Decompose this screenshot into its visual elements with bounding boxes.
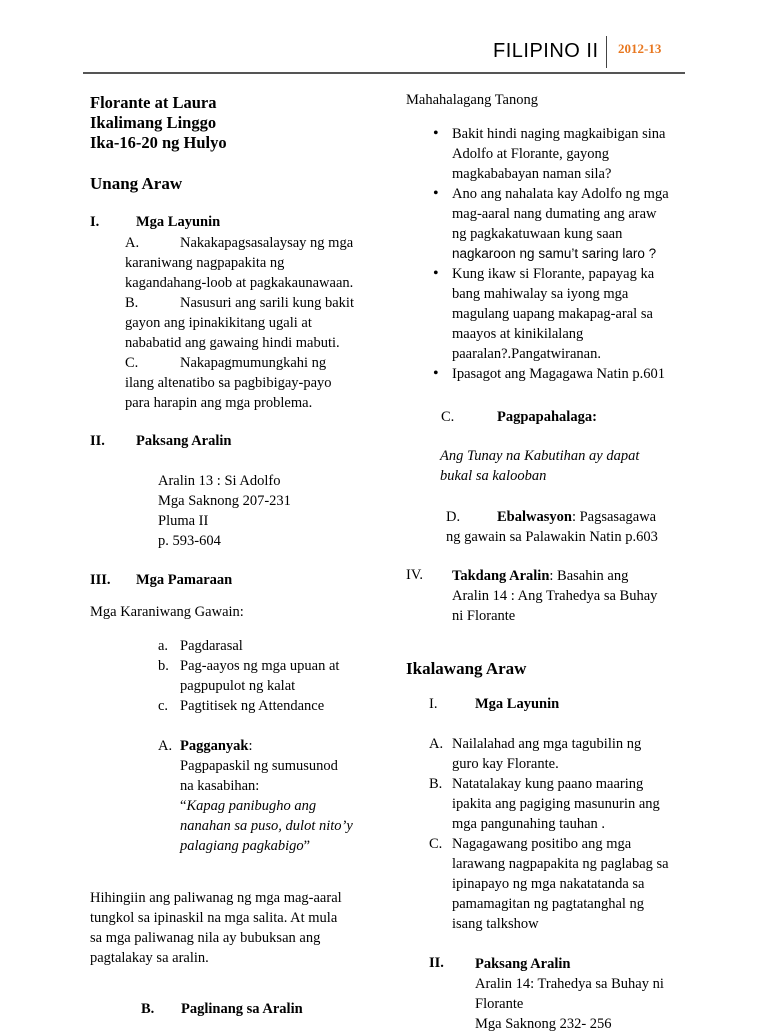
section-num: I.	[429, 696, 438, 712]
day2-heading: Ikalawang Araw	[406, 659, 527, 678]
objective-text: ilang altenatibo sa pagbibigay-payo	[125, 375, 332, 391]
objective-item	[125, 293, 375, 353]
objectives-list-2	[429, 734, 729, 934]
question-list	[427, 124, 727, 384]
objectives-list	[125, 233, 375, 413]
header-year: 2012-13	[618, 41, 662, 56]
pagpapahalaga-letter: C.	[441, 409, 455, 425]
section-num: III.	[90, 572, 111, 588]
header-subject: FILIPINO II	[493, 40, 599, 62]
section-num: I.	[90, 214, 100, 230]
list-item: • Ipasagot ang Magagawa Natin p.601	[427, 364, 727, 384]
paksa-line: Pluma II	[158, 513, 209, 529]
objective-letter: B.	[125, 295, 139, 311]
title-line-3: Ika-16-20 ng Hulyo	[90, 133, 227, 152]
section-num: II.	[429, 955, 444, 971]
mahalagang-tanong-label: Mahahalagang Tanong	[406, 92, 538, 108]
header-rule	[83, 72, 685, 74]
objective-letter: C.	[125, 355, 139, 371]
paksa-line: p. 593-604	[158, 533, 221, 549]
day-heading: Unang Araw	[90, 174, 183, 193]
pagpapahalaga-text: Ang Tunay na Kabutihan ay dapat bukal sa kalooban	[440, 448, 640, 484]
objective-text: kagandahang-loob at pagkakaunawaan.	[125, 275, 354, 291]
objective-item: B. Natatalakay kung paano maaring ipakita ang pagiging masunurin ang mga pangunahing tauhan .	[429, 776, 660, 832]
lesson-title	[90, 93, 227, 153]
title-line-2: Ikalimang Linggo	[90, 113, 217, 132]
takdang-title: Takdang Aralin	[452, 568, 550, 584]
paksa-line: Aralin 13 : Si Adolfo	[158, 473, 281, 489]
section-num: II.	[90, 433, 105, 449]
objective-item: A. Nailalahad ang mga tagubilin ng guro kay Florante.	[429, 736, 642, 772]
objective-text: karaniwang nagpapakita ng	[125, 255, 285, 271]
objective-text: Nakapagmumungkahi ng	[180, 355, 327, 371]
paksa-details	[158, 471, 291, 551]
objective-text: nababatid ang gawaing hindi mabuti.	[125, 335, 340, 351]
ebalwasyon-letter: D.	[446, 509, 461, 525]
gawain-list	[158, 636, 378, 716]
objective-item	[125, 233, 375, 293]
section-title-paksang-aralin-2: Paksang Aralin	[475, 956, 571, 972]
section-title-layunin-2: Mga Layunin	[475, 696, 560, 712]
list-item: a. Pagdarasal	[158, 638, 243, 654]
objective-item: C. Nagagawang positibo ang mga larawang nagpapakita ng paglabag sa ipinapayo ng mga nakatatanda sa pamamagitan ng pagtatanghal ng isang talkshow	[429, 836, 669, 932]
list-item: • Ano ang nahalata kay Adolfo ng mga mag-aaral nang dumating ang araw ng pagkakatuwaan kung saan nagkaroon ng samu’t saring laro ?	[427, 184, 727, 264]
pagganyak-title: Pagganyak	[180, 738, 249, 754]
list-item: • Kung ikaw si Florante, papayag ka bang mahiwalay sa iyong mga magulang uapang makapag-aral sa maayos at kinikilalang paaralan?.Pangatwiranan.	[427, 264, 727, 364]
ebalwasyon-block: D. Ebalwasyon: Pagsasagawa ng gawain sa Palawakin Natin p.603	[446, 509, 658, 545]
karaniwang-gawain-label: Mga Karaniwang Gawain:	[90, 604, 244, 620]
pagganyak-block: A. Pagganyak: Pagpapaskil ng sumusunod na kasabihan: “Kapag panibugho ang nanahan sa puso, dulot nito’y palagiang pagkabigo”	[158, 736, 378, 856]
header-divider	[606, 36, 607, 68]
objective-item	[125, 353, 375, 413]
ebalwasyon-title: Ebalwasyon	[497, 509, 572, 525]
section-title-layunin: Mga Layunin	[136, 214, 221, 230]
objective-letter: A.	[125, 235, 140, 251]
section-title-paksang-aralin: Paksang Aralin	[136, 433, 232, 449]
objective-text: Nakakapagsasalaysay ng mga	[180, 235, 354, 251]
pagganyak-letter: A.	[158, 738, 173, 754]
objective-text: gayon ang ipinakikitang ugali at	[125, 315, 312, 331]
pagganyak-quote: “Kapag panibugho ang nanahan sa puso, dulot nito’y palagiang pagkabigo”	[180, 798, 353, 854]
pagpapahalaga-title: Pagpapahalaga:	[497, 409, 597, 425]
explanation-paragraph: Hihingiin ang paliwanag ng mga mag-aaral tungkol sa ipinaskil na mga salita. At mula sa mga paliwanag nila ay bubuksan ang pagtalakay sa aralin.	[90, 890, 342, 966]
paksa-line: Mga Saknong 207-231	[158, 493, 291, 509]
paksang-aralin-2: Paksang Aralin Aralin 14: Trahedya sa Buhay ni Florante Mga Saknong 232- 256	[475, 954, 735, 1034]
title-line-1: Florante at Laura	[90, 93, 217, 112]
objective-text: para harapin ang mga problema.	[125, 395, 313, 411]
takdang-num: IV.	[406, 567, 424, 583]
list-item: c. Pagtitisek ng Attendance	[158, 698, 325, 714]
section-title-pamaraan: Mga Pamaraan	[136, 572, 233, 588]
paglinang-title: Paglinang sa Aralin	[181, 1001, 303, 1017]
takdang-aralin-block: Takdang Aralin: Basahin ang Aralin 14 : Ang Trahedya sa Buhay ni Florante	[452, 568, 658, 624]
list-item: b. Pag-aayos ng mga upuan at pagpupulot ng kalat	[158, 658, 340, 694]
paglinang-letter: B.	[141, 1001, 155, 1017]
list-item: • Bakit hindi naging magkaibigan sina Adolfo at Florante, gayong magkababayan naman sila?	[427, 124, 727, 184]
objective-text: Nasusuri ang sarili kung bakit	[180, 295, 354, 311]
